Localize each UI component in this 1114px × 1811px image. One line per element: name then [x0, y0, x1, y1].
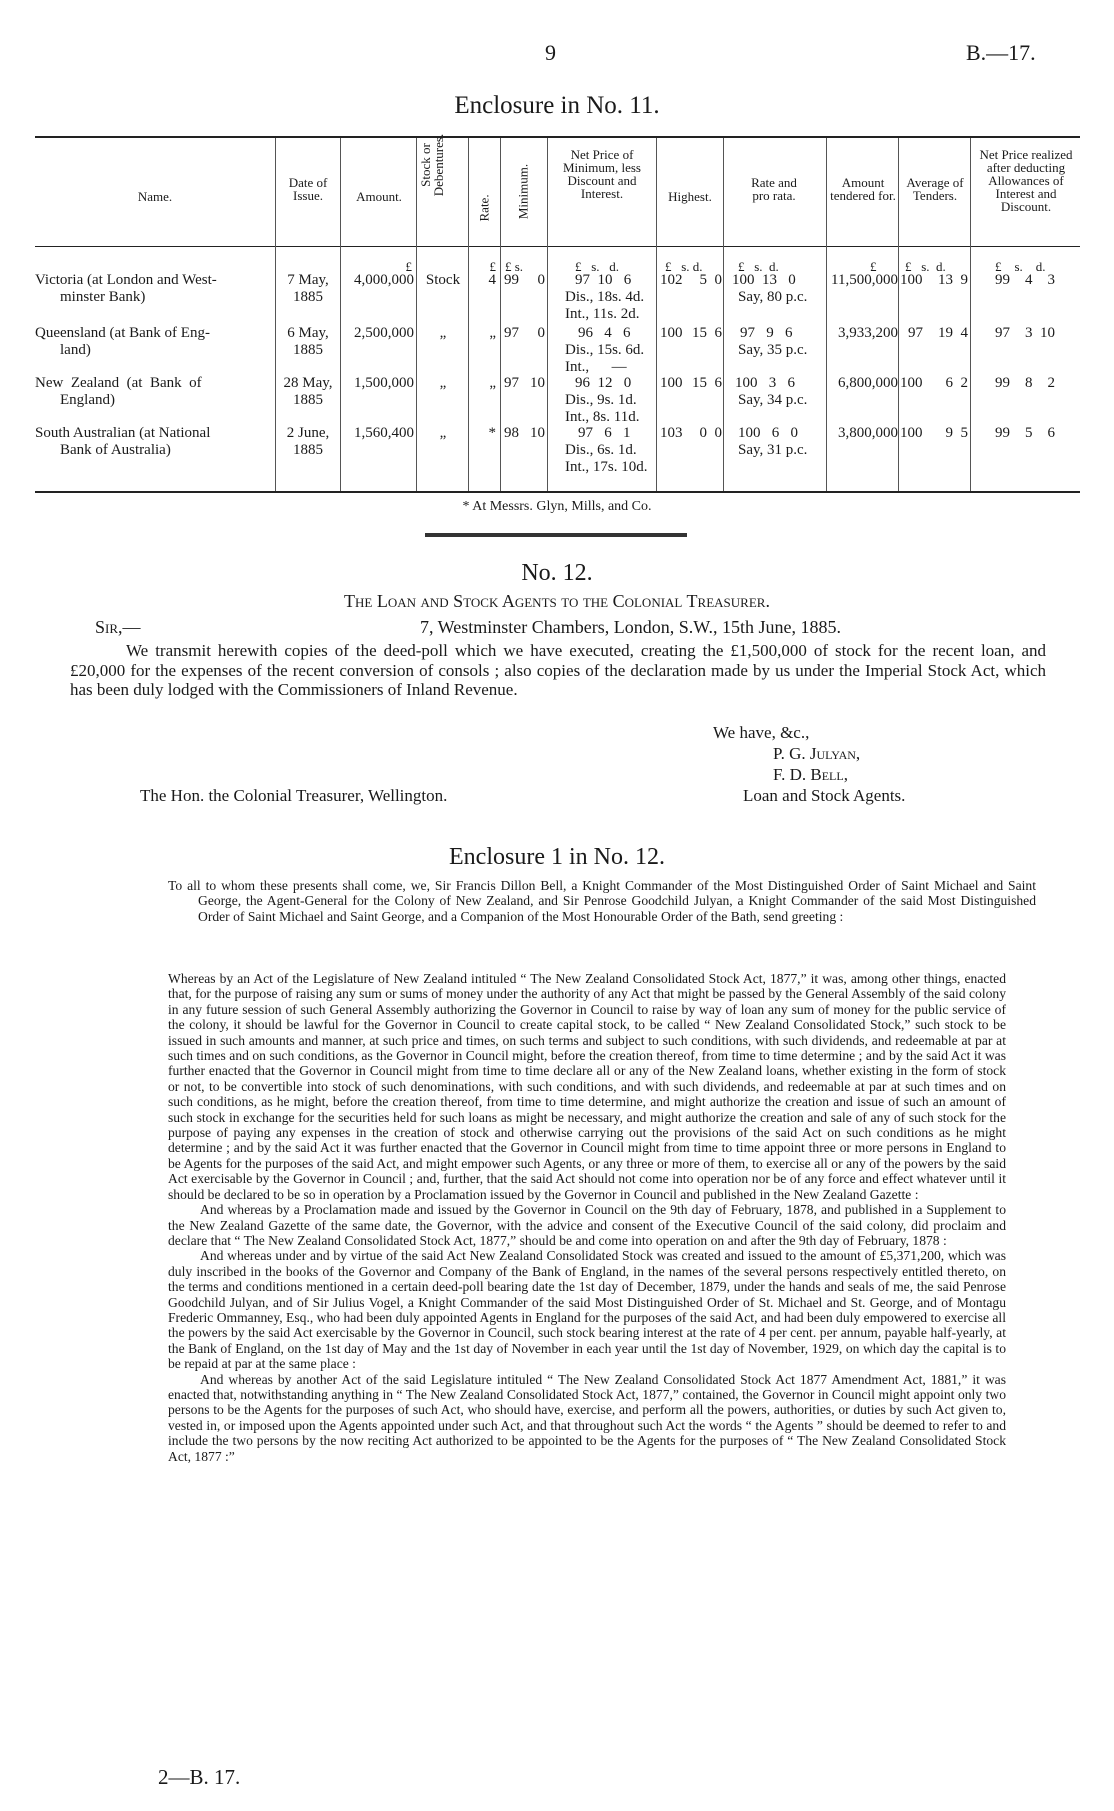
table-top-rule — [35, 136, 1080, 138]
column-divider — [826, 138, 827, 491]
table-cell-highest: 15 6 — [692, 375, 722, 391]
table-cell-tendered: 3,800,000 — [838, 425, 898, 441]
column-divider — [416, 138, 417, 491]
table-cell-name: land) — [60, 342, 91, 358]
table-cell-pro-rata: 100 13 0 — [732, 272, 796, 288]
table-cell-pro-rata: 100 6 0 — [738, 425, 798, 441]
table-cell-realized: 99 5 6 — [995, 425, 1055, 441]
letter-closing: We have, &c., — [713, 723, 810, 742]
table-cell-highest: 103 — [660, 425, 683, 441]
table-cell-min-pounds: 98 — [504, 425, 519, 441]
table-cell-net-min: 96 12 0 — [575, 375, 632, 391]
deed-recitals — [168, 971, 1006, 1464]
table-cell-pro-rata: Say, 35 p.c. — [738, 342, 808, 358]
table-cell-date: 1885 — [293, 289, 323, 305]
column-divider — [898, 138, 899, 491]
table-cell-highest: 0 0 — [699, 425, 722, 441]
enclosure-12-title: Enclosure 1 in No. 12. — [449, 844, 665, 870]
unit-amount: £ — [405, 259, 412, 274]
table-cell-average: 19 4 — [938, 325, 968, 341]
table-cell-date: 1885 — [293, 442, 323, 458]
letter-heading: No. 12. — [521, 560, 593, 586]
column-divider — [723, 138, 724, 491]
table-cell-average: 13 9 — [938, 272, 968, 288]
deed-paragraph: Whereas by an Act of the Legislature of New Zealand intituled “ The New Zealand Consolidated Stock Act, 1877,” it was, among other things, enacted that, for the purpose of raising any sum or sums of money under the authority of any Act that might be passed by the General Assembly of the said colony in any future session of such General Assembly authorizing the Governor in Council to raise by way of loan any sum of money for the public service of the colony, it should be lawful for the Governor in Council to create capital stock, to be called “ New Zealand Consolidated Stock,” such stock to be issued in such amounts and manner, at such price and times, on such terms and subject to such conditions, with such dividends, and redeemable at par at such times and on such conditions, as the Governor in Council might, before the creation thereof, from time to time determine ; and by the said Act it was further enacted that the Governor in Council might from time to time declare all or any of the New Zealand loans, whether existing in the form of stock or not, to be convertible into stock of such denominations, with such conditions, and with such dividends, and redeemable at par at such times and on such conditions, as he might, before the creation thereof, from time to time determine, and might authorize the creation and issue of such an amount of such stock in exchange for the securities held for such loans as might be necessary, and might authorize the creation and sale of any of such stock for the purpose of paying any expenses in the creation of stock and otherwise carrying out the provisions of the said Act on such conditions as he might determine ; and by the said Act it was further enacted that the Governor in Council might from time to time appoint three or more persons in England to be Agents for the purposes of the said Act, and might empower such Agents, or any three or more of them, to exercise all or any of the powers by the said Act exercisable by the Governor in Council ; and, further, that the said Act should not come into operation nor be of any force and effect whatever until it should be declared to be so in operation by a Proclamation issued by the Governor in Council and published in the New Zealand Gazette : — [168, 971, 1006, 1202]
table-cell-net-min: Int., 17s. 10d. — [565, 459, 648, 475]
table-cell-average: 100 — [900, 272, 923, 288]
table-cell-net-min: Int., 11s. 2d. — [565, 306, 640, 322]
letter-salutation: Sir,— — [95, 617, 141, 637]
table-cell-highest: 5 0 — [699, 272, 722, 288]
unit-realized: £ s. d. — [995, 259, 1046, 274]
table-cell-average: 100 — [900, 425, 923, 441]
table-cell-net-min: Int., — — [565, 359, 627, 375]
table-cell-name: New Zealand (at Bank of — [35, 375, 202, 391]
table-cell-name: Victoria (at London and West- — [35, 272, 217, 288]
table-cell-tendered: 11,500,000 — [831, 272, 898, 288]
col-header-highest: Highest. — [668, 189, 712, 204]
table-cell-tendered: 3,933,200 — [838, 325, 898, 341]
table-cell-amount: 1,560,400 — [354, 425, 414, 441]
col-header-date: Date of Issue. — [288, 175, 328, 203]
column-divider — [275, 138, 276, 491]
table-cell-realized: 99 4 3 — [995, 272, 1055, 288]
table-cell-highest: 100 — [660, 325, 683, 341]
table-cell-realized: 97 3 10 — [995, 325, 1055, 341]
column-divider — [970, 138, 971, 491]
col-header-minimum: Minimum. — [515, 163, 531, 220]
table-cell-highest: 100 — [660, 375, 683, 391]
unit-minimum: £ s. — [505, 259, 524, 274]
deed-paragraph: And whereas under and by virtue of the said Act New Zealand Consolidated Stock was created and issued to the amount of £5,371,200, which was duly inscribed in the books of the Governor and Company of the Bank of England, in the names of the several persons respectively entitled thereto, on the terms and conditions mentioned in a certain deed-poll bearing date the 1st day of December, 1879, under the hands and seals of me, the said Penrose Goodchild Julyan, and of Sir Julius Vogel, a Knight Commander of the said Most Distinguished Order of St. Michael and St. George, and of Montagu Frederic Ommanney, Esq., who had been duly appointed Agents in England for the purposes of the said Act, and had been duly empowered to exercise all the powers by the said Act exercisable by the Governor in Council, such stock bearing interest at the rate of 4 per cent. per annum, payable half-yearly, at the Bank of England, on the 1st day of May and the 1st day of November in each year until the 1st day of November, 1929, on which day the capital is to be repaid at par at the same place : — [168, 1248, 1006, 1372]
table-cell-date: 1885 — [293, 342, 323, 358]
table-cell-average: 100 — [900, 375, 923, 391]
letter-subject: The Loan and Stock Agents to the Colonial Treasurer. — [344, 591, 770, 611]
column-divider — [340, 138, 341, 491]
table-cell-rate: * — [488, 425, 496, 441]
table-cell-pro-rata: Say, 80 p.c. — [738, 289, 808, 305]
table-cell-stock: „ — [439, 375, 447, 391]
table-footnote: * At Messrs. Glyn, Mills, and Co. — [462, 499, 652, 514]
section-divider — [425, 533, 687, 537]
table-cell-min-pounds: 97 — [504, 325, 519, 341]
table-cell-min-pounds: 99 — [504, 272, 519, 288]
col-header-rate: Rate. — [476, 194, 492, 222]
deed-paragraph: And whereas by a Proclamation made and issued by the Governor in Council on the 9th day of February, 1878, and published in a Supplement to the New Zealand Gazette of the same date, the Governor, with the advice and consent of the Executive Council of the said colony, did proclaim and declare that “ The New Zealand Consolidated Stock Act, 1877,” should be and come into operation on and after the 9th day of February, 1878 : — [168, 1202, 1006, 1248]
table-cell-min-shillings: 0 — [537, 325, 545, 341]
table-cell-highest: 15 6 — [692, 325, 722, 341]
table-cell-date: 1885 — [293, 392, 323, 408]
table-cell-min-shillings: 10 — [530, 425, 545, 441]
table-cell-net-min: Dis., 9s. 1d. — [565, 392, 637, 408]
table-cell-stock: Stock — [425, 272, 461, 288]
letter-body: We transmit herewith copies of the deed-poll which we have executed, creating the £1,500,000 of stock for the recent loan, and £20,000 for the expenses of the recent conversion of consols ; also copies of the declaration made by us under the Imperial Stock Act, which has been duly lodged with the Commissioners of Inland Revenue. — [70, 641, 1046, 700]
footer-signature: 2—B. 17. — [158, 1765, 241, 1789]
table-cell-pro-rata: 97 9 6 — [740, 325, 793, 341]
table-cell-name: South Australian (at National — [35, 425, 211, 441]
table-cell-rate: „ — [489, 325, 496, 341]
column-divider — [656, 138, 657, 491]
table-cell-date: 2 June, — [286, 425, 330, 441]
table-cell-net-min: 97 10 6 — [575, 272, 632, 288]
table-cell-name: Queensland (at Bank of Eng- — [35, 325, 210, 341]
letter-address: 7, Westminster Chambers, London, S.W., 15th June, 1885. — [420, 617, 842, 637]
table-cell-amount: 4,000,000 — [354, 272, 414, 288]
page-number: 9 — [545, 40, 556, 65]
table-cell-tendered: 6,800,000 — [838, 375, 898, 391]
table-cell-date: 28 May, — [283, 375, 333, 391]
letter-signatory: P. G. Julyan, — [773, 744, 861, 763]
unit-tendered: £ — [870, 259, 877, 274]
table-cell-net-min: Dis., 15s. 6d. — [565, 342, 645, 358]
enclosure-11-title: Enclosure in No. 11. — [454, 92, 660, 119]
unit-net-price-minimum: £ s. d. — [575, 259, 620, 274]
table-cell-min-shillings: 0 — [537, 272, 545, 288]
letter-signatory: F. D. Bell, — [773, 765, 848, 784]
table-cell-amount: 1,500,000 — [354, 375, 414, 391]
table-cell-net-min: Dis., 6s. 1d. — [565, 442, 637, 458]
table-cell-average: 9 5 — [945, 425, 968, 441]
table-cell-min-shillings: 10 — [530, 375, 545, 391]
table-header-rule — [35, 246, 1080, 247]
table-bottom-rule — [35, 491, 1080, 493]
table-cell-stock: „ — [439, 325, 447, 341]
letter-recipient: The Hon. the Colonial Treasurer, Wellington. — [140, 786, 448, 805]
table-cell-pro-rata: 100 3 6 — [735, 375, 795, 391]
table-cell-net-min: 96 4 6 — [578, 325, 631, 341]
table-cell-average: 97 — [908, 325, 923, 341]
table-cell-stock: „ — [439, 425, 447, 441]
col-header-amount-tendered: Amount tendered for. — [830, 175, 896, 203]
column-divider — [468, 138, 469, 491]
table-cell-average: 6 2 — [945, 375, 968, 391]
unit-average: £ s. d. — [905, 259, 946, 274]
table-cell-pro-rata: Say, 34 p.c. — [738, 392, 808, 408]
col-header-average-tenders: Average of Tenders. — [906, 175, 964, 203]
column-divider — [500, 138, 501, 491]
table-cell-highest: 102 — [660, 272, 683, 288]
table-cell-pro-rata: Say, 31 p.c. — [738, 442, 808, 458]
col-header-net-price-minimum: Net Price of Minimum, less Discount and Interest. — [562, 147, 641, 201]
table-cell-amount: 2,500,000 — [354, 325, 414, 341]
col-header-name: Name. — [137, 189, 173, 204]
letter-signatory-title: Loan and Stock Agents. — [743, 786, 906, 805]
table-cell-rate: „ — [489, 375, 496, 391]
table-cell-net-min: Dis., 18s. 4d. — [565, 289, 645, 305]
col-header-stock: Stock or Debentures. — [418, 133, 446, 197]
table-cell-name: Bank of Australia) — [60, 442, 171, 458]
col-header-net-price-realized: Net Price realized after deducting Allowances of Interest and Discount. — [979, 147, 1073, 214]
table-cell-rate: 4 — [488, 272, 496, 288]
table-cell-min-pounds: 97 — [504, 375, 519, 391]
unit-highest: £ s. d. — [665, 259, 703, 274]
document-reference: B.—17. — [966, 40, 1036, 65]
table-cell-net-min: Int., 8s. 11d. — [565, 409, 640, 425]
column-divider — [547, 138, 548, 491]
deed-paragraph: And whereas by another Act of the said Legislature intituled “ The New Zealand Consolidated Stock Act 1877 Amendment Act, 1881,” it was enacted that, notwithstanding anything in “ The New Zealand Consolidated Stock Act, 1877,” contained, the Governor in Council might appoint only two persons to be the Agents for the purposes of such Act, who should have, exercise, and perform all the powers, authorities, or duties by such Act given to, vested in, or imposed upon the Agents appointed under such Act, and that throughout such Act the words “ the Agents ” should be deemed to refer to and include the two persons by the now reciting Act authorized to be appointed to be the Agents for the purposes of “ The New Zealand Consolidated Stock Act, 1877 :” — [168, 1371, 1006, 1464]
unit-rate: £ — [489, 259, 496, 274]
deed-preamble: To all to whom these presents shall come, we, Sir Francis Dillon Bell, a Knight Commander of the Most Distinguished Order of Saint Michael and Saint George, the Agent-General for the Colony of New Zealand, and Sir Penrose Goodchild Julyan, a Knight Commander of the said Most Distinguished Order of Saint Michael and Saint George, and a Companion of the Most Honourable Order of the Bath, send greeting : — [168, 878, 1036, 924]
table-cell-date: 7 May, — [287, 272, 329, 288]
table-cell-name: minster Bank) — [60, 289, 146, 305]
table-cell-name: England) — [60, 392, 115, 408]
col-header-amount: Amount. — [356, 189, 402, 204]
table-cell-date: 6 May, — [287, 325, 329, 341]
unit-pro-rata: £ s. d. — [738, 259, 779, 274]
table-cell-realized: 99 8 2 — [995, 375, 1055, 391]
col-header-rate-pro-rata: Rate and pro rata. — [751, 175, 797, 203]
table-cell-net-min: 97 6 1 — [578, 425, 631, 441]
